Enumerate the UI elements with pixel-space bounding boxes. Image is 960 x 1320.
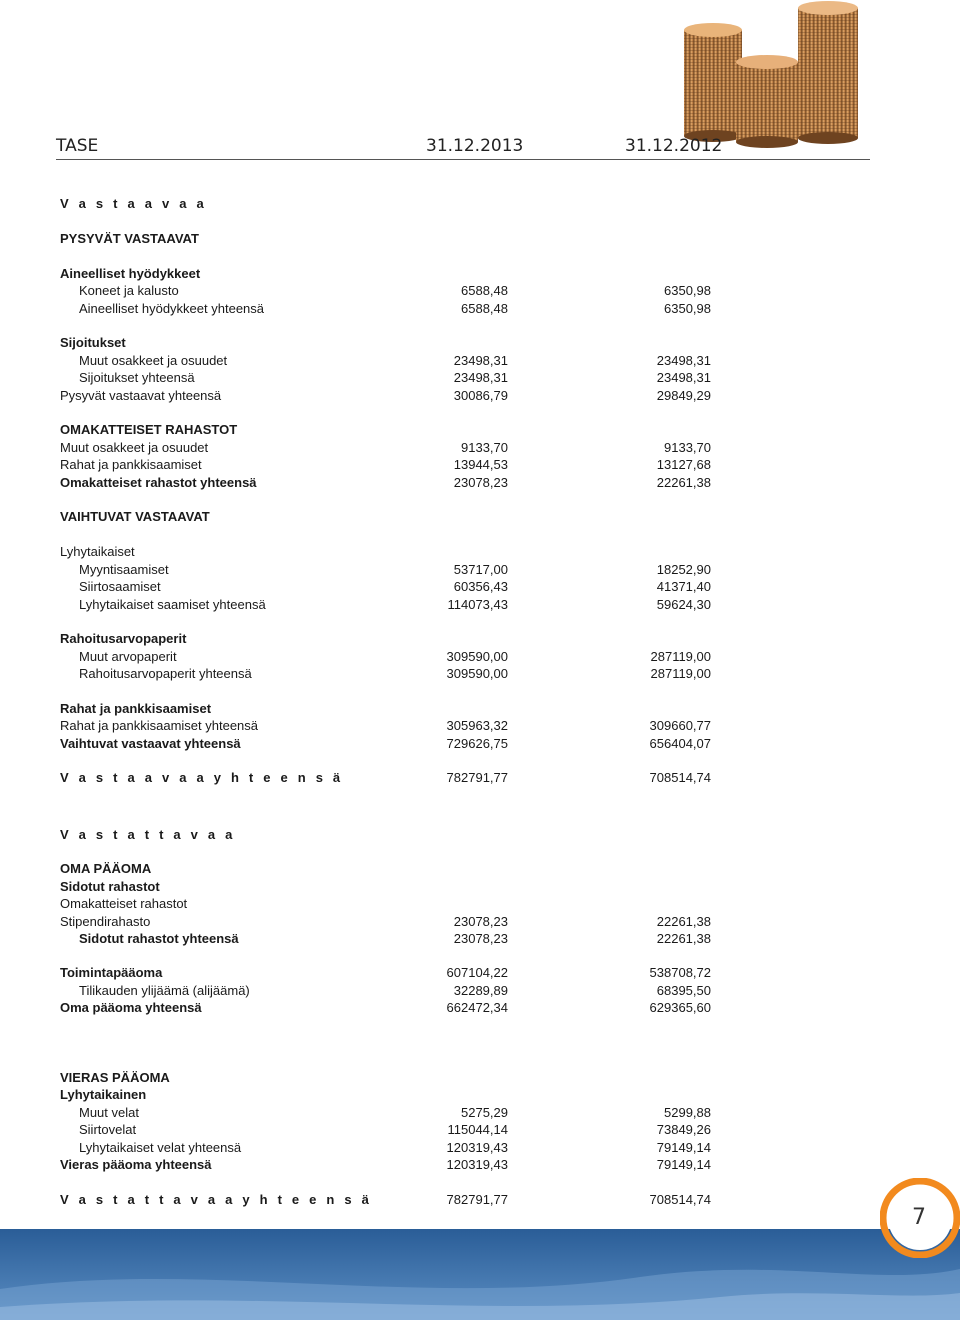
row-label: V a s t a a v a a — [60, 196, 207, 211]
value-2013: 305963,32 — [446, 718, 508, 733]
footer-band — [0, 1229, 960, 1320]
row-label: Muut osakkeet ja osuudet — [60, 440, 209, 455]
row-label: Sijoitukset — [60, 335, 126, 350]
row-label: PYSYVÄT VASTAAVAT — [60, 231, 199, 246]
value-2012: 538708,72 — [649, 965, 711, 980]
value-2012: 79149,14 — [656, 1140, 711, 1155]
row-label: Sijoitukset yhteensä — [79, 370, 195, 385]
table-row — [0, 717, 960, 735]
value-2013: 662472,34 — [446, 1000, 508, 1015]
row-label: VIERAS PÄÄOMA — [60, 1070, 170, 1085]
table-row — [0, 1156, 960, 1174]
row-label: Lyhytaikaiset — [60, 544, 135, 559]
row-label: Vaihtuvat vastaavat yhteensä — [60, 736, 241, 751]
year-column-header-2: 31.12.2012 — [625, 136, 723, 156]
value-2012: 5299,88 — [664, 1105, 711, 1120]
table-row — [0, 895, 960, 913]
row-label: Muut osakkeet ja osuudet — [79, 353, 228, 368]
row-label: Rahoitusarvopaperit yhteensä — [79, 666, 252, 681]
table-row — [0, 630, 960, 648]
value-2012: 309660,77 — [649, 718, 711, 733]
value-2013: 309590,00 — [446, 649, 508, 664]
value-2012: 629365,60 — [649, 1000, 711, 1015]
value-2013: 309590,00 — [446, 666, 508, 681]
table-row — [0, 578, 960, 596]
row-label: Lyhytaikainen — [60, 1087, 147, 1102]
table-row — [0, 265, 960, 283]
row-label: Toimintapääoma — [60, 965, 163, 980]
table-row — [0, 1121, 960, 1139]
value-2013: 782791,77 — [446, 770, 508, 785]
table-row — [0, 421, 960, 439]
row-label: Pysyvät vastaavat yhteensä — [60, 388, 222, 403]
row-label: Rahat ja pankkisaamiset yhteensä — [60, 718, 259, 733]
row-label: Muut arvopaperit — [79, 649, 177, 664]
row-label: Myyntisaamiset — [79, 562, 169, 577]
table-row — [0, 596, 960, 614]
row-label: OMAKATTEISET RAHASTOT — [60, 422, 238, 437]
value-2013: 120319,43 — [446, 1157, 508, 1172]
table-row — [0, 860, 960, 878]
table-row — [0, 282, 960, 300]
row-label: V a s t a t t a v a a y h t e e n s ä — [60, 1192, 373, 1207]
value-2013: 5275,29 — [461, 1105, 508, 1120]
row-label: Tilikauden ylijäämä (alijäämä) — [79, 983, 250, 998]
document-title: TASE — [56, 136, 99, 156]
row-label: Aineelliset hyödykkeet — [60, 266, 201, 281]
value-2012: 18252,90 — [656, 562, 711, 577]
table-row — [0, 1086, 960, 1104]
table-row — [0, 913, 960, 931]
row-label: Stipendirahasto — [60, 914, 151, 929]
value-2012: 656404,07 — [649, 736, 711, 751]
table-row — [0, 665, 960, 683]
table-row — [0, 508, 960, 526]
value-2012: 13127,68 — [656, 457, 711, 472]
row-label: Lyhytaikaiset saamiset yhteensä — [79, 597, 266, 612]
row-label: Siirtovelat — [79, 1122, 137, 1137]
table-row — [0, 456, 960, 474]
table-row — [0, 769, 960, 787]
value-2013: 32289,89 — [453, 983, 508, 998]
row-label: Sidotut rahastot — [60, 879, 160, 894]
row-label: Oma pääoma yhteensä — [60, 1000, 202, 1015]
value-2012: 59624,30 — [656, 597, 711, 612]
table-row — [0, 195, 960, 213]
value-2012: 23498,31 — [656, 370, 711, 385]
row-label: V a s t a a v a a y h t e e n s ä — [60, 770, 344, 785]
header-divider — [56, 159, 870, 160]
table-row — [0, 930, 960, 948]
row-label: Vieras pääoma yhteensä — [60, 1157, 212, 1172]
value-2013: 60356,43 — [453, 579, 508, 594]
value-2013: 6588,48 — [461, 301, 508, 316]
table-row — [0, 1104, 960, 1122]
value-2012: 6350,98 — [664, 283, 711, 298]
value-2012: 6350,98 — [664, 301, 711, 316]
value-2012: 22261,38 — [656, 475, 711, 490]
table-row — [0, 1069, 960, 1087]
row-label: Omakatteiset rahastot yhteensä — [60, 475, 257, 490]
value-2012: 29849,29 — [656, 388, 711, 403]
value-2013: 53717,00 — [453, 562, 508, 577]
row-label: Koneet ja kalusto — [79, 283, 179, 298]
value-2013: 23498,31 — [453, 353, 508, 368]
value-2013: 9133,70 — [461, 440, 508, 455]
table-row — [0, 230, 960, 248]
table-row — [0, 474, 960, 492]
row-label: Rahoitusarvopaperit — [60, 631, 187, 646]
table-row — [0, 648, 960, 666]
row-label: VAIHTUVAT VASTAAVAT — [60, 509, 210, 524]
table-row — [0, 369, 960, 387]
value-2012: 79149,14 — [656, 1157, 711, 1172]
row-label: Lyhytaikaiset velat yhteensä — [79, 1140, 242, 1155]
value-2013: 23078,23 — [453, 475, 508, 490]
table-row — [0, 982, 960, 1000]
value-2012: 68395,50 — [656, 983, 711, 998]
value-2013: 782791,77 — [446, 1192, 508, 1207]
table-row — [0, 439, 960, 457]
value-2012: 22261,38 — [656, 931, 711, 946]
value-2013: 607104,22 — [446, 965, 508, 980]
value-2012: 23498,31 — [656, 353, 711, 368]
table-row — [0, 387, 960, 405]
table-row — [0, 300, 960, 318]
table-row — [0, 964, 960, 982]
table-row — [0, 1139, 960, 1157]
value-2012: 287119,00 — [650, 649, 711, 664]
row-label: Muut velat — [79, 1105, 139, 1120]
row-label: Rahat ja pankkisaamiset — [60, 457, 202, 472]
value-2013: 114073,43 — [447, 597, 508, 612]
row-label: OMA PÄÄOMA — [60, 861, 152, 876]
value-2012: 73849,26 — [656, 1122, 711, 1137]
value-2012: 9133,70 — [664, 440, 711, 455]
value-2013: 13944,53 — [453, 457, 508, 472]
value-2012: 22261,38 — [656, 914, 711, 929]
table-row — [0, 543, 960, 561]
table-row — [0, 826, 960, 844]
row-label: Rahat ja pankkisaamiset — [60, 701, 212, 716]
table-row — [0, 999, 960, 1017]
value-2012: 708514,74 — [649, 1192, 711, 1207]
coin-stacks-image — [670, 0, 870, 150]
table-row — [0, 352, 960, 370]
page-number: 7 — [912, 1205, 926, 1230]
value-2013: 120319,43 — [446, 1140, 508, 1155]
table-row — [0, 1191, 960, 1209]
value-2013: 23078,23 — [453, 914, 508, 929]
year-column-header-1: 31.12.2013 — [426, 136, 524, 156]
value-2013: 23078,23 — [453, 931, 508, 946]
value-2013: 115044,14 — [447, 1122, 508, 1137]
row-label: V a s t a t t a v a a — [60, 827, 236, 842]
table-row — [0, 735, 960, 753]
value-2012: 41371,40 — [656, 579, 711, 594]
table-row — [0, 334, 960, 352]
table-row — [0, 878, 960, 896]
row-label: Siirtosaamiset — [79, 579, 161, 594]
row-label: Omakatteiset rahastot — [60, 896, 188, 911]
value-2013: 30086,79 — [453, 388, 508, 403]
value-2012: 287119,00 — [650, 666, 711, 681]
value-2013: 6588,48 — [461, 283, 508, 298]
value-2013: 23498,31 — [453, 370, 508, 385]
value-2013: 729626,75 — [446, 736, 508, 751]
table-row — [0, 561, 960, 579]
value-2012: 708514,74 — [649, 770, 711, 785]
row-label: Sidotut rahastot yhteensä — [79, 931, 239, 946]
table-row — [0, 700, 960, 718]
row-label: Aineelliset hyödykkeet yhteensä — [79, 301, 265, 316]
